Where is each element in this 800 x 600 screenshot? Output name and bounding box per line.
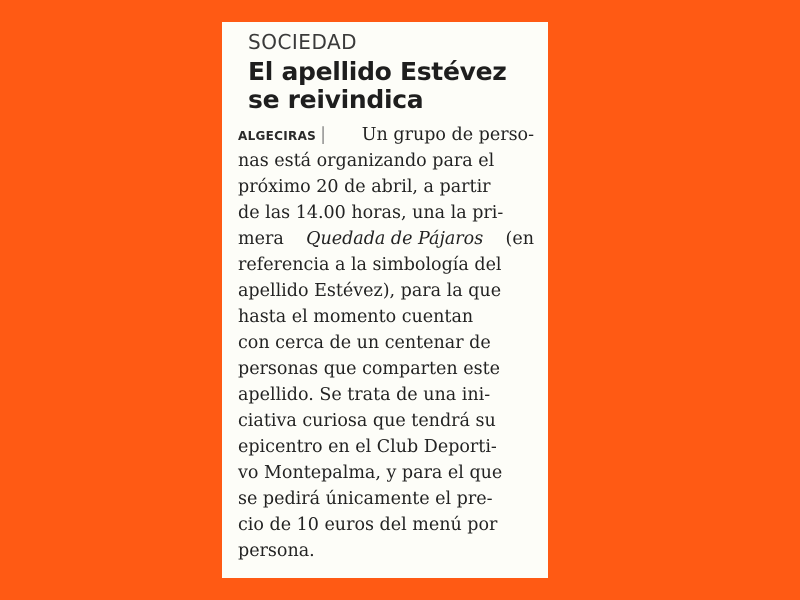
article-body bbox=[238, 122, 534, 564]
body-line: con cerca de un centenar de bbox=[238, 333, 491, 353]
body-line-text: (en bbox=[505, 229, 534, 249]
body-line bbox=[238, 122, 534, 148]
body-line: personas que comparten este bbox=[238, 359, 500, 379]
headline-line-1: El apellido Estévez bbox=[248, 57, 507, 86]
body-line: cio de 10 euros del menú por bbox=[238, 515, 498, 535]
headline bbox=[248, 58, 534, 114]
location-separator: | bbox=[320, 125, 327, 145]
italic-title: Quedada de Pájaros bbox=[306, 229, 484, 249]
body-line: apellido. Se trata de una ini- bbox=[238, 385, 491, 405]
body-line: nas está organizando para el bbox=[238, 151, 495, 171]
body-line: se pedirá únicamente el pre- bbox=[238, 489, 493, 509]
body-line-text: Un grupo de perso- bbox=[361, 125, 534, 145]
body-line: persona. bbox=[238, 541, 315, 561]
body-line: referencia a la simbología del bbox=[238, 255, 502, 275]
body-line: ciativa curiosa que tendrá su bbox=[238, 411, 496, 431]
body-line bbox=[238, 226, 534, 252]
body-line-text: mera bbox=[238, 229, 284, 249]
dateline bbox=[238, 122, 330, 148]
newspaper-clipping bbox=[222, 22, 548, 578]
body-line: apellido Estévez), para la que bbox=[238, 281, 502, 301]
body-line: próximo 20 de abril, a partir bbox=[238, 177, 491, 197]
body-line: hasta el momento cuentan bbox=[238, 307, 474, 327]
body-line: vo Montepalma, y para el que bbox=[238, 463, 503, 483]
body-line: de las 14.00 horas, una la pri- bbox=[238, 203, 504, 223]
location-label: ALGECIRAS bbox=[238, 129, 317, 143]
headline-line-2: se reivindica bbox=[248, 85, 424, 114]
body-line: epicentro en el Club Deporti- bbox=[238, 437, 497, 457]
section-label: SOCIEDAD bbox=[248, 30, 358, 54]
